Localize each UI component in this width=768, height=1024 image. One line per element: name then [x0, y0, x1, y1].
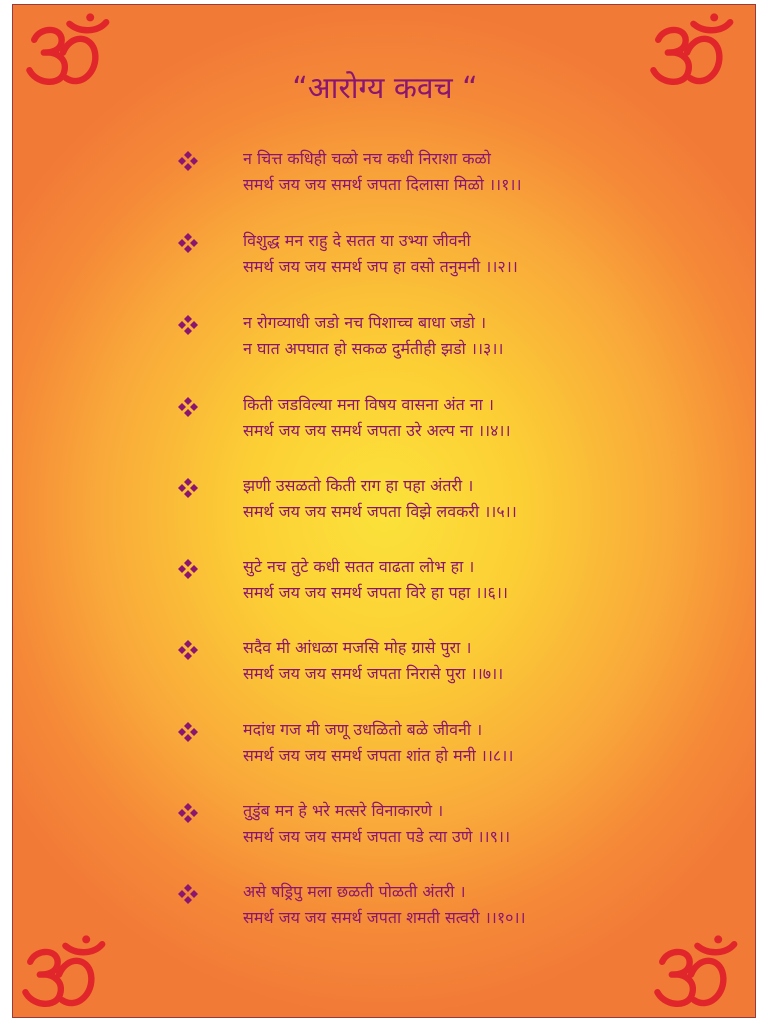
- verse-line-2: समर्थ जय जय समर्थ जपता दिलासा मिळो ।।१।।: [243, 175, 522, 194]
- diamond-bullet-icon: [177, 477, 199, 499]
- verse-line-1: सुटे नच तुटे कधी सतत वाढता लोभ हा ।: [243, 557, 475, 576]
- verse: [173, 637, 743, 693]
- verse: [173, 148, 743, 204]
- verse: [173, 881, 743, 937]
- verse: [173, 475, 743, 531]
- verse: [173, 800, 743, 856]
- verse-line-2: समर्थ जय जय समर्थ जपता शांत हो मनी ।।८।।: [243, 746, 514, 765]
- verse-line-2: समर्थ जय जय समर्थ जपता पडे त्या उणे ।।९।।: [243, 827, 511, 846]
- verse-line-1: झणी उसळतो किती राग हा पहा अंतरी ।: [243, 476, 474, 495]
- verse-line-2: समर्थ जय जय समर्थ जपता विरे हा पहा ।।६।।: [243, 583, 508, 602]
- verse-line-1: मदांध गज मी जणू उधळितो बळे जीवनी ।: [243, 720, 483, 739]
- poem-page: [12, 4, 756, 1018]
- verse-line-1: किती जडविल्या मना विषय वासना अंत ना ।: [243, 395, 494, 414]
- om-icon: [19, 933, 115, 1013]
- diamond-bullet-icon: [177, 150, 199, 172]
- verse-line-2: समर्थ जय जय समर्थ जपता शमती सत्वरी ।।१०।।: [243, 908, 526, 927]
- verse-line-1: न चित्त कधिही चळो नच कधी निराशा कळो: [243, 149, 491, 168]
- verse-line-2: समर्थ जय जय समर्थ जपता उरे अल्प ना ।।४।।: [243, 421, 511, 440]
- diamond-bullet-icon: [177, 396, 199, 418]
- diamond-bullet-icon: [177, 314, 199, 336]
- diamond-bullet-icon: [177, 232, 199, 254]
- verse-line-1: विशुद्ध मन राहु दे सतत या उभ्या जीवनी: [243, 231, 471, 250]
- verse-line-2: न घात अपघात हो सकळ दुर्मतीही झडो ।।३।।: [243, 339, 504, 358]
- verse: [173, 556, 743, 612]
- verse: [173, 230, 743, 286]
- verse-line-1: असे षड्रिपु मला छळती पोळती अंतरी ।: [243, 882, 466, 901]
- diamond-bullet-icon: [177, 558, 199, 580]
- verse-line-2: समर्थ जय जय समर्थ जपता निरासे पुरा ।।७।।: [243, 664, 504, 683]
- verse-line-1: तुडुंब मन हे भरे मत्सरे विनाकारणे ।: [243, 801, 444, 820]
- verse-line-2: समर्थ जय जय समर्थ जपता विझे लवकरी ।।५।।: [243, 502, 517, 521]
- page-title: “आरोग्य कवच “: [292, 71, 478, 106]
- verse: [173, 312, 743, 368]
- diamond-bullet-icon: [177, 883, 199, 905]
- verse-line-1: सदैव मी आंधळा मजसि मोह ग्रासे पुरा ।: [243, 638, 472, 657]
- verse: [173, 719, 743, 775]
- diamond-bullet-icon: [177, 721, 199, 743]
- om-icon: [651, 933, 747, 1013]
- diamond-bullet-icon: [177, 802, 199, 824]
- verse-line-2: समर्थ जय जय समर्थ जप हा वसो तनुमनी ।।२।।: [243, 257, 518, 276]
- diamond-bullet-icon: [177, 639, 199, 661]
- verse-line-1: न रोगव्याधी जडो नच पिशाच्च बाधा जडो ।: [243, 313, 487, 332]
- verse: [173, 394, 743, 450]
